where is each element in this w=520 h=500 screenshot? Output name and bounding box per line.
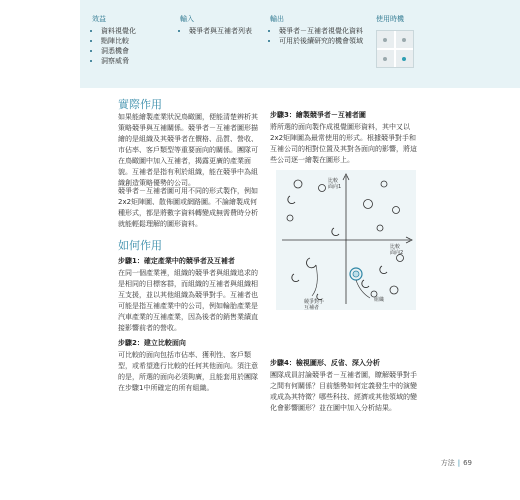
what-paragraph-1: 如果能繪製產業狀況鳥瞰圖，便能清楚辨析其策略競爭與互補關係。競爭者－互補者圖形描繪的是組織及其競爭者在價格、品質、營收、市佔率、客戶類型等重要面向的關係。團隊可在鳥瞰圖中加入互補者，揭露更廣的產業面貌。互補者是指有利於組織，能在競爭中為組織創造策略優勢的公司。 [118, 113, 258, 187]
y-axis-label: 比較 面向1 [328, 178, 342, 190]
competitor-marker [390, 286, 398, 294]
what-paragraph-2: 競爭者－互補者圖可用不同的形式製作，例如2x2矩陣圖、散佈圖或網路圖。不論繪製成何種形式，都是將數字資料轉變成無需費時分析就能輕鬆理解的圖形資料。 [118, 187, 258, 228]
step3-title: 步驟3：繪製競爭者－互補者圖 [270, 111, 366, 119]
complement-marker [332, 228, 339, 236]
step2-title: 步驟2：建立比較面向 [118, 339, 186, 347]
competitor-marker [393, 207, 400, 214]
footer-section: 方法 [440, 459, 455, 467]
step2-text: 可比較的面向包括市佔率、獲利性、客戶類型，或希望進行比較的任何其他面向。須注意的是，所選的面向必須夠廣，且能套用於團隊在步驟1中所確定的所有組織。 [118, 351, 258, 392]
benefits-heading: 效益 [92, 15, 106, 23]
page-footer: 方法 | 69 [440, 459, 472, 467]
complement-pointer [312, 265, 317, 296]
complement-marker [307, 258, 316, 268]
complement-marker [288, 196, 295, 204]
step1-text: 在同一個產業裡，組織的競爭者與組織追求的是相同的目標客群，而組織的互補者與組織相互支援，並以其他組織為競爭對手。互補者也可能是指互補產業中的公司，例如輪胎產業是汽車產業的互補產業，因為後者的銷售業績直接影響前者的營收。 [118, 269, 258, 332]
benefit-item: • 資料視覺化 [101, 26, 136, 36]
competitor-marker [381, 181, 387, 187]
benefit-item: • 洞悉機會 [101, 46, 136, 56]
chart-svg [276, 170, 416, 310]
benefit-item: • 洞察威脅 [101, 56, 136, 66]
competitor-marker [287, 215, 293, 221]
competitor-marker [294, 180, 302, 188]
output-heading: 輸出 [270, 15, 284, 23]
benefits-column [92, 14, 136, 66]
section-heading-how: 如何作用 [118, 239, 162, 252]
x-axis-label: 比較 面向2 [390, 244, 404, 256]
output-column [270, 14, 363, 46]
competitor-label: 競爭對手 [304, 299, 325, 305]
competitor-complement-chart [276, 170, 416, 310]
step4-text: 團隊成員討論競爭者－互補者圖，瞭解競爭對手之間有何關係？目前態勢如何定義發生中的演變或成為其特徵？哪些科技、經濟或其他領域的變化會影響圖形？並在圖中加入分析結果。 [270, 371, 417, 412]
competitor-marker [319, 185, 326, 192]
step4-title: 步驟4：檢視圖形、反省、深入分析 [270, 359, 380, 367]
method-summary-banner [80, 0, 520, 88]
input-column [180, 14, 252, 36]
when-to-use-heading: 使用時機 [376, 15, 404, 23]
complement-marker [292, 274, 299, 282]
page-number: 69 [463, 459, 472, 467]
output-item: • 可用於後續研究的機會領域 [279, 36, 363, 46]
input-item: • 競爭者與互補者列表 [189, 26, 252, 36]
step3-text: 將所選的面向製作成視覺圖形資料，其中又以2x2矩陣圖為最常使用的形式。根據競爭對手和互補公司的相對位置及其對各面向的影響，將這些公司逐一繪製在圖形上。 [270, 123, 417, 164]
step1-title: 步驟1：確定產業中的競爭者及互補者 [118, 257, 235, 265]
org-pointer [356, 280, 370, 298]
complement-marker [380, 266, 387, 274]
complement-label: 互補者 [304, 305, 320, 311]
section-heading-what: 實際作用 [118, 98, 162, 111]
benefit-item: • 點陣比較 [101, 36, 136, 46]
competitor-marker [377, 225, 383, 231]
input-heading: 輸入 [180, 15, 194, 23]
output-item: • 競爭者－互補者視覺化資料 [279, 26, 363, 36]
phase-grid-icon [376, 30, 414, 68]
competitor-marker [364, 200, 373, 209]
when-to-use-column [376, 14, 404, 26]
organization-label: 組織 [374, 297, 385, 303]
complement-marker [362, 280, 369, 288]
